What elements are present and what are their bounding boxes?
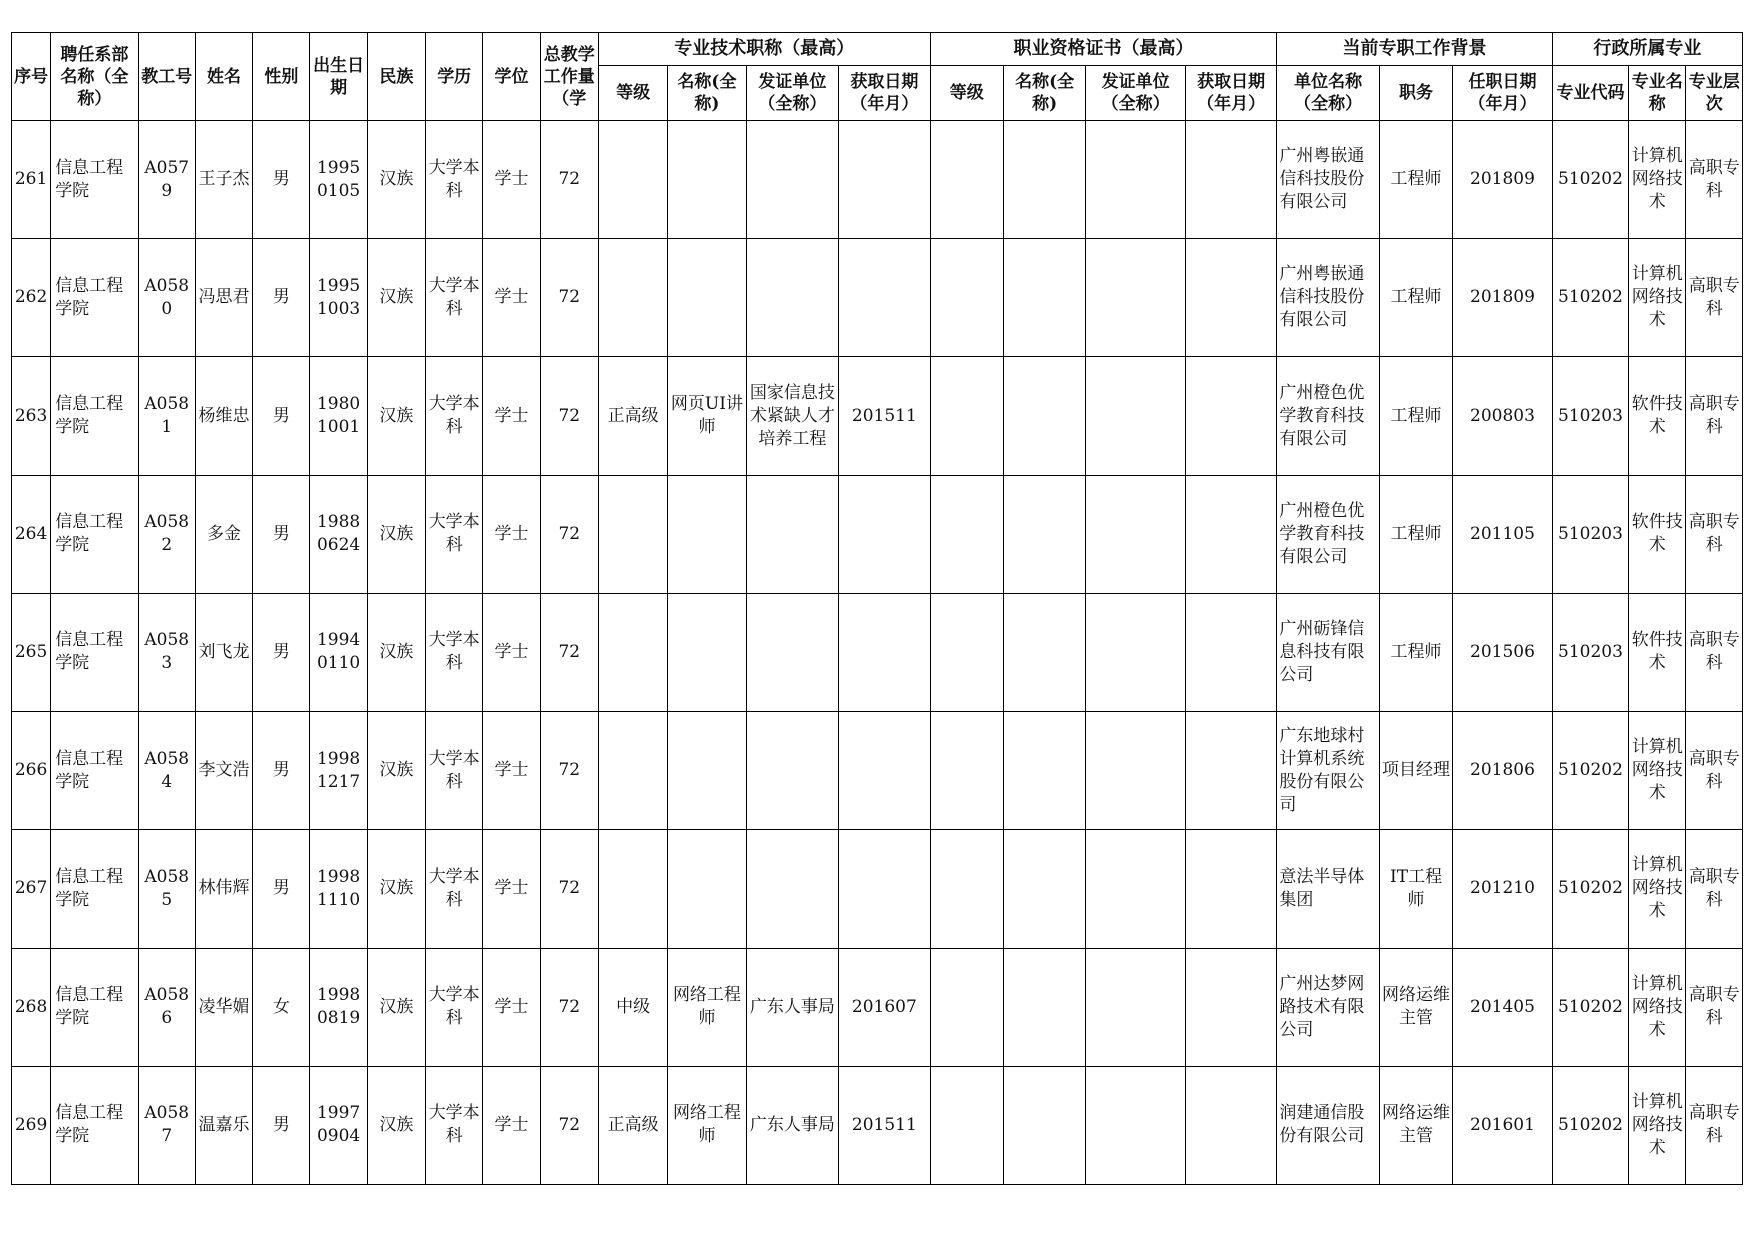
- col-header-major-name: 专业名称: [1629, 66, 1686, 121]
- cell-degree: 学士: [483, 357, 540, 475]
- cell-birth: 19980819: [310, 948, 367, 1066]
- cell-wk-unit: 广州橙色优学教育科技有限公司: [1277, 357, 1380, 475]
- cell-staff-no: A0582: [138, 475, 195, 593]
- cell-degree: 学士: [483, 948, 540, 1066]
- cell-degree: 学士: [483, 593, 540, 711]
- cell-pt-date: [839, 830, 930, 948]
- cell-degree: 学士: [483, 712, 540, 830]
- cell-seq: 264: [12, 475, 51, 593]
- cell-birth: 19940110: [310, 593, 367, 711]
- cell-pt-issuer: [746, 121, 838, 239]
- cell-wk-unit: 广东地球村计算机系统股份有限公司: [1277, 712, 1380, 830]
- col-header-workload: 总教学工作量（学: [540, 33, 598, 121]
- cell-education: 大学本科: [426, 830, 483, 948]
- table-row: [12, 593, 1743, 711]
- col-header-ce-issuer: 发证单位（全称）: [1086, 66, 1186, 121]
- cell-pt-level: [598, 712, 667, 830]
- table-header: [12, 33, 1743, 121]
- cell-pt-issuer: 广东人事局: [746, 1066, 838, 1184]
- cell-ce-issuer: [1086, 830, 1186, 948]
- cell-pt-level: [598, 239, 667, 357]
- cell-education: 大学本科: [426, 475, 483, 593]
- cell-ce-level: [930, 475, 1003, 593]
- cell-wk-date: 201210: [1453, 830, 1553, 948]
- cell-pt-name: [668, 475, 746, 593]
- cell-major-level: 高职专科: [1686, 239, 1743, 357]
- cell-pt-name: 网络工程师: [668, 1066, 746, 1184]
- cell-education: 大学本科: [426, 239, 483, 357]
- table-row: [12, 712, 1743, 830]
- col-header-wk-date: 任职日期（年月）: [1453, 66, 1553, 121]
- cell-wk-unit: 广州砺锋信息科技有限公司: [1277, 593, 1380, 711]
- cell-major-code: 510202: [1552, 830, 1628, 948]
- cell-pt-issuer: 国家信息技术紧缺人才培养工程: [746, 357, 838, 475]
- cell-seq: 266: [12, 712, 51, 830]
- cell-education: 大学本科: [426, 1066, 483, 1184]
- cell-birth: 19951003: [310, 239, 367, 357]
- cell-ce-name: [1003, 830, 1085, 948]
- col-header-ethnic: 民族: [367, 33, 425, 121]
- cell-pt-name: [668, 121, 746, 239]
- cell-staff-no: A0581: [138, 357, 195, 475]
- col-header-major-code: 专业代码: [1552, 66, 1628, 121]
- cell-birth: 19981110: [310, 830, 367, 948]
- cell-education: 大学本科: [426, 121, 483, 239]
- cell-pt-level: [598, 593, 667, 711]
- cell-pt-date: [839, 593, 930, 711]
- col-header-gender: 性别: [253, 33, 310, 121]
- cell-birth: 19880624: [310, 475, 367, 593]
- cell-ce-level: [930, 121, 1003, 239]
- cell-ethnic: 汉族: [367, 830, 425, 948]
- cell-dept: 信息工程学院: [51, 357, 138, 475]
- cell-wk-date: 201806: [1453, 712, 1553, 830]
- cell-ce-name: [1003, 121, 1085, 239]
- cell-ce-date: [1185, 121, 1276, 239]
- cell-staff-no: A0585: [138, 830, 195, 948]
- cell-dept: 信息工程学院: [51, 593, 138, 711]
- table-row: [12, 830, 1743, 948]
- cell-ce-level: [930, 357, 1003, 475]
- cell-staff-no: A0586: [138, 948, 195, 1066]
- cell-seq: 268: [12, 948, 51, 1066]
- cell-pt-level: 中级: [598, 948, 667, 1066]
- cell-ce-issuer: [1086, 712, 1186, 830]
- cell-ethnic: 汉族: [367, 475, 425, 593]
- cell-major-level: 高职专科: [1686, 830, 1743, 948]
- cell-ethnic: 汉族: [367, 239, 425, 357]
- cell-wk-unit: 意法半导体集团: [1277, 830, 1380, 948]
- table-row: [12, 1066, 1743, 1184]
- cell-ethnic: 汉族: [367, 712, 425, 830]
- cell-major-code: 510203: [1552, 475, 1628, 593]
- cell-name: 李文浩: [195, 712, 252, 830]
- cell-ethnic: 汉族: [367, 1066, 425, 1184]
- cell-major-name: 计算机网络技术: [1629, 830, 1686, 948]
- cell-major-level: 高职专科: [1686, 357, 1743, 475]
- cell-pt-issuer: [746, 475, 838, 593]
- cell-wk-date: 201809: [1453, 121, 1553, 239]
- cell-ce-level: [930, 593, 1003, 711]
- cell-wk-post: 网络运维主管: [1379, 1066, 1452, 1184]
- cell-wk-unit: 广州粤嵌通信科技股份有限公司: [1277, 121, 1380, 239]
- cell-pt-date: 201511: [839, 357, 930, 475]
- cell-gender: 男: [253, 593, 310, 711]
- cell-degree: 学士: [483, 121, 540, 239]
- cell-ce-issuer: [1086, 593, 1186, 711]
- cell-wk-date: 201809: [1453, 239, 1553, 357]
- cell-workload: 72: [540, 712, 598, 830]
- cell-education: 大学本科: [426, 357, 483, 475]
- cell-education: 大学本科: [426, 712, 483, 830]
- group-header-cert: 职业资格证书（最高）: [930, 33, 1277, 66]
- cell-major-code: 510202: [1552, 239, 1628, 357]
- cell-pt-name: 网页UI讲师: [668, 357, 746, 475]
- cell-wk-unit: 广州达梦网路技术有限公司: [1277, 948, 1380, 1066]
- cell-major-code: 510203: [1552, 357, 1628, 475]
- cell-ce-name: [1003, 357, 1085, 475]
- cell-major-level: 高职专科: [1686, 1066, 1743, 1184]
- cell-seq: 263: [12, 357, 51, 475]
- cell-pt-issuer: [746, 593, 838, 711]
- group-header-work: 当前专职工作背景: [1277, 33, 1552, 66]
- table-row: [12, 357, 1743, 475]
- cell-staff-no: A0587: [138, 1066, 195, 1184]
- cell-ce-name: [1003, 948, 1085, 1066]
- cell-name: 杨维忠: [195, 357, 252, 475]
- cell-major-name: 计算机网络技术: [1629, 1066, 1686, 1184]
- cell-pt-date: [839, 475, 930, 593]
- col-header-pt-name: 名称(全称): [668, 66, 746, 121]
- cell-ethnic: 汉族: [367, 593, 425, 711]
- cell-degree: 学士: [483, 830, 540, 948]
- cell-name: 冯思君: [195, 239, 252, 357]
- cell-wk-unit: 广州橙色优学教育科技有限公司: [1277, 475, 1380, 593]
- col-header-pt-issuer: 发证单位（全称）: [746, 66, 838, 121]
- cell-ce-name: [1003, 593, 1085, 711]
- cell-ce-date: [1185, 357, 1276, 475]
- cell-major-code: 510202: [1552, 712, 1628, 830]
- cell-pt-date: 201607: [839, 948, 930, 1066]
- cell-major-name: 软件技术: [1629, 357, 1686, 475]
- cell-major-name: 计算机网络技术: [1629, 712, 1686, 830]
- cell-dept: 信息工程学院: [51, 948, 138, 1066]
- cell-wk-post: 工程师: [1379, 121, 1452, 239]
- cell-wk-date: 200803: [1453, 357, 1553, 475]
- cell-wk-post: 工程师: [1379, 593, 1452, 711]
- cell-birth: 19981217: [310, 712, 367, 830]
- cell-seq: 269: [12, 1066, 51, 1184]
- col-header-education: 学历: [426, 33, 483, 121]
- cell-major-level: 高职专科: [1686, 593, 1743, 711]
- cell-wk-unit: 润建通信股份有限公司: [1277, 1066, 1380, 1184]
- cell-wk-post: 工程师: [1379, 357, 1452, 475]
- cell-dept: 信息工程学院: [51, 475, 138, 593]
- cell-pt-level: 正高级: [598, 1066, 667, 1184]
- cell-dept: 信息工程学院: [51, 121, 138, 239]
- cell-ce-level: [930, 1066, 1003, 1184]
- cell-major-code: 510203: [1552, 593, 1628, 711]
- cell-pt-name: 网络工程师: [668, 948, 746, 1066]
- cell-education: 大学本科: [426, 593, 483, 711]
- cell-gender: 男: [253, 121, 310, 239]
- cell-ce-issuer: [1086, 948, 1186, 1066]
- cell-pt-name: [668, 239, 746, 357]
- cell-dept: 信息工程学院: [51, 830, 138, 948]
- cell-pt-level: [598, 475, 667, 593]
- cell-name: 林伟辉: [195, 830, 252, 948]
- cell-wk-date: 201405: [1453, 948, 1553, 1066]
- col-header-ce-level: 等级: [930, 66, 1003, 121]
- group-header-admin: 行政所属专业: [1552, 33, 1742, 66]
- cell-major-name: 计算机网络技术: [1629, 948, 1686, 1066]
- cell-birth: 19950105: [310, 121, 367, 239]
- cell-pt-date: 201511: [839, 1066, 930, 1184]
- col-header-degree: 学位: [483, 33, 540, 121]
- cell-ethnic: 汉族: [367, 121, 425, 239]
- cell-workload: 72: [540, 475, 598, 593]
- cell-ce-issuer: [1086, 239, 1186, 357]
- cell-seq: 261: [12, 121, 51, 239]
- cell-staff-no: A0580: [138, 239, 195, 357]
- cell-wk-post: IT工程师: [1379, 830, 1452, 948]
- cell-ce-name: [1003, 239, 1085, 357]
- cell-seq: 262: [12, 239, 51, 357]
- cell-name: 王子杰: [195, 121, 252, 239]
- cell-degree: 学士: [483, 1066, 540, 1184]
- cell-ce-name: [1003, 475, 1085, 593]
- cell-wk-unit: 广州粤嵌通信科技股份有限公司: [1277, 239, 1380, 357]
- cell-ce-issuer: [1086, 357, 1186, 475]
- cell-workload: 72: [540, 948, 598, 1066]
- cell-pt-name: [668, 712, 746, 830]
- cell-workload: 72: [540, 1066, 598, 1184]
- cell-ce-date: [1185, 712, 1276, 830]
- cell-workload: 72: [540, 593, 598, 711]
- cell-ce-issuer: [1086, 121, 1186, 239]
- cell-wk-date: 201105: [1453, 475, 1553, 593]
- cell-pt-issuer: [746, 712, 838, 830]
- cell-workload: 72: [540, 121, 598, 239]
- cell-wk-date: 201506: [1453, 593, 1553, 711]
- cell-birth: 19801001: [310, 357, 367, 475]
- cell-ce-date: [1185, 948, 1276, 1066]
- cell-staff-no: A0579: [138, 121, 195, 239]
- cell-gender: 男: [253, 830, 310, 948]
- col-header-wk-post: 职务: [1379, 66, 1452, 121]
- cell-gender: 男: [253, 475, 310, 593]
- cell-education: 大学本科: [426, 948, 483, 1066]
- col-header-dept: 聘任系部名称（全称）: [51, 33, 138, 121]
- cell-ethnic: 汉族: [367, 948, 425, 1066]
- cell-name: 刘飞龙: [195, 593, 252, 711]
- cell-pt-issuer: [746, 239, 838, 357]
- cell-pt-level: [598, 830, 667, 948]
- cell-staff-no: A0583: [138, 593, 195, 711]
- cell-ce-level: [930, 948, 1003, 1066]
- cell-name: 多金: [195, 475, 252, 593]
- cell-gender: 男: [253, 1066, 310, 1184]
- staff-table: [11, 32, 1743, 1185]
- group-header-prof-title: 专业技术职称（最高）: [598, 33, 930, 66]
- cell-ce-date: [1185, 475, 1276, 593]
- cell-workload: 72: [540, 357, 598, 475]
- cell-gender: 男: [253, 712, 310, 830]
- cell-major-level: 高职专科: [1686, 712, 1743, 830]
- cell-ce-issuer: [1086, 1066, 1186, 1184]
- cell-degree: 学士: [483, 239, 540, 357]
- cell-pt-date: [839, 712, 930, 830]
- cell-dept: 信息工程学院: [51, 712, 138, 830]
- cell-ethnic: 汉族: [367, 357, 425, 475]
- cell-seq: 265: [12, 593, 51, 711]
- col-header-pt-date: 获取日期（年月）: [839, 66, 930, 121]
- cell-wk-post: 工程师: [1379, 239, 1452, 357]
- cell-major-level: 高职专科: [1686, 948, 1743, 1066]
- cell-wk-date: 201601: [1453, 1066, 1553, 1184]
- cell-gender: 男: [253, 357, 310, 475]
- cell-ce-date: [1185, 830, 1276, 948]
- cell-pt-name: [668, 593, 746, 711]
- cell-name: 凌华媚: [195, 948, 252, 1066]
- cell-pt-level: 正高级: [598, 357, 667, 475]
- cell-ce-date: [1185, 239, 1276, 357]
- cell-birth: 19970904: [310, 1066, 367, 1184]
- cell-ce-name: [1003, 1066, 1085, 1184]
- cell-major-name: 软件技术: [1629, 475, 1686, 593]
- table-row: [12, 475, 1743, 593]
- cell-pt-issuer: [746, 830, 838, 948]
- cell-ce-date: [1185, 1066, 1276, 1184]
- col-header-seq: 序号: [12, 33, 51, 121]
- cell-major-code: 510202: [1552, 948, 1628, 1066]
- cell-pt-issuer: 广东人事局: [746, 948, 838, 1066]
- col-header-staff-no: 教工号: [138, 33, 195, 121]
- cell-gender: 男: [253, 239, 310, 357]
- col-header-ce-date: 获取日期（年月）: [1185, 66, 1276, 121]
- cell-wk-post: 工程师: [1379, 475, 1452, 593]
- table-row: [12, 121, 1743, 239]
- cell-pt-date: [839, 121, 930, 239]
- table-row: [12, 239, 1743, 357]
- cell-major-code: 510202: [1552, 1066, 1628, 1184]
- cell-workload: 72: [540, 830, 598, 948]
- cell-wk-post: 网络运维主管: [1379, 948, 1452, 1066]
- cell-gender: 女: [253, 948, 310, 1066]
- cell-ce-level: [930, 239, 1003, 357]
- cell-seq: 267: [12, 830, 51, 948]
- cell-ce-issuer: [1086, 475, 1186, 593]
- cell-major-name: 计算机网络技术: [1629, 121, 1686, 239]
- col-header-wk-unit: 单位名称（全称）: [1277, 66, 1380, 121]
- cell-pt-name: [668, 830, 746, 948]
- cell-ce-level: [930, 830, 1003, 948]
- col-header-pt-level: 等级: [598, 66, 667, 121]
- col-header-birth: 出生日期: [310, 33, 367, 121]
- header-row-groups: [12, 33, 1743, 66]
- cell-pt-date: [839, 239, 930, 357]
- cell-pt-level: [598, 121, 667, 239]
- table-body: [12, 121, 1743, 1185]
- cell-dept: 信息工程学院: [51, 1066, 138, 1184]
- cell-major-level: 高职专科: [1686, 121, 1743, 239]
- cell-ce-date: [1185, 593, 1276, 711]
- cell-ce-level: [930, 712, 1003, 830]
- cell-major-name: 软件技术: [1629, 593, 1686, 711]
- cell-staff-no: A0584: [138, 712, 195, 830]
- table-row: [12, 948, 1743, 1066]
- cell-wk-post: 项目经理: [1379, 712, 1452, 830]
- cell-degree: 学士: [483, 475, 540, 593]
- cell-major-name: 计算机网络技术: [1629, 239, 1686, 357]
- cell-name: 温嘉乐: [195, 1066, 252, 1184]
- cell-workload: 72: [540, 239, 598, 357]
- cell-major-level: 高职专科: [1686, 475, 1743, 593]
- cell-ce-name: [1003, 712, 1085, 830]
- col-header-name: 姓名: [195, 33, 252, 121]
- cell-major-code: 510202: [1552, 121, 1628, 239]
- col-header-major-level: 专业层次: [1686, 66, 1743, 121]
- col-header-ce-name: 名称(全称): [1003, 66, 1085, 121]
- cell-dept: 信息工程学院: [51, 239, 138, 357]
